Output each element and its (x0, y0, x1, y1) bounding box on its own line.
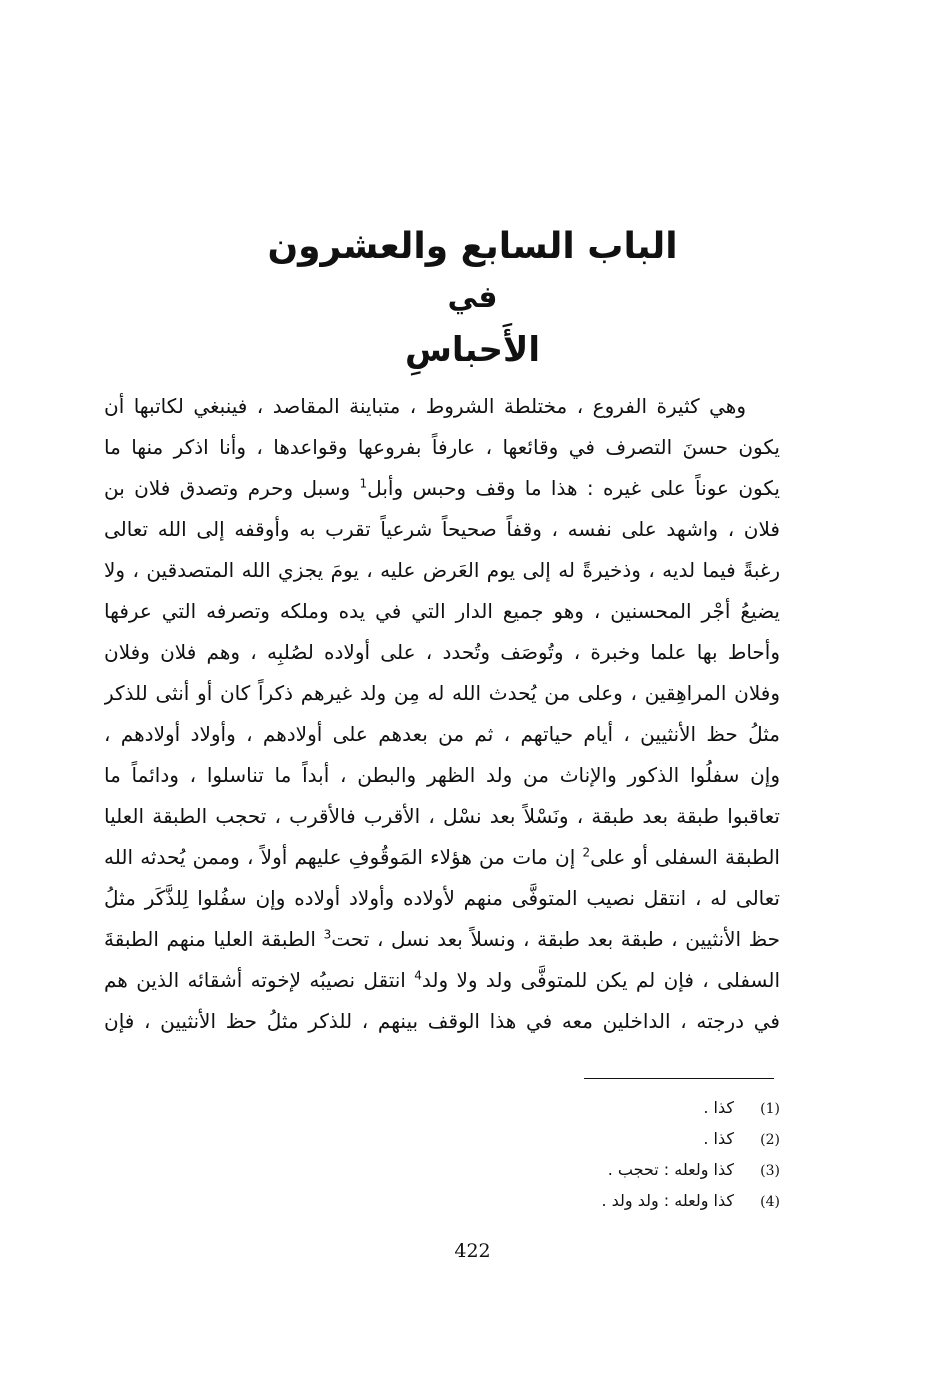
chapter-title: الباب السابع والعشرون (267, 226, 678, 267)
footnote-marker: 4 (414, 968, 422, 983)
text-segment: انتقل نصيبُه لإخوته أشقائه الذين هم (104, 968, 406, 992)
text-segment: يكون عوناً على غيره : هذا ما وقف وحبس وأبل (367, 476, 780, 500)
chapter-preposition: في (447, 280, 498, 315)
footnote-text: كذا . (703, 1129, 734, 1148)
text-segment: إن مات من هؤلاء المَوقُوفِ عليهم أولاً ، وممن يُحدثه الله (104, 845, 576, 869)
footnote-separator (584, 1078, 774, 1079)
text-line: يضيعُ أجْر المحسنين ، وهو جميع الدار التي في يده وملكه وتصرفه التي عرفها (104, 599, 780, 623)
text-line (104, 919, 780, 960)
footnote-item (380, 1185, 780, 1216)
text-line: يكون حسنَ التصرف في وقائعها ، عارفاً بفروعها وقواعدها ، وأنا اذكر منها ما (104, 435, 780, 459)
text-line: في درجته ، الداخلين معه في هذا الوقف بينهم ، للذكر مثلُ حظ الأنثيين ، فإن (104, 1009, 780, 1033)
page-number: 422 (454, 1240, 491, 1262)
text-segment: حظ الأنثيين ، طبقة بعد طبقة ، ونسلاً بعد نسل ، تحت (331, 927, 780, 951)
text-line: تعالى له ، انتقل نصيب المتوفَّى منهم لأولاده وأولاد أولاده وإن سفُلوا لِلذَّكَر مثلُ (104, 886, 780, 910)
text-line: تعاقبوا طبقة بعد طبقة ، ونَسْلاً بعد نسْل ، الأقرب فالأقرب ، تحجب الطبقة العليا (104, 804, 780, 828)
footnote-number: (1) (760, 1101, 780, 1117)
footnote-marker: 2 (582, 845, 591, 860)
text-line (104, 468, 780, 509)
footnote-item (380, 1123, 780, 1154)
text-line: فلان ، واشهد على نفسه ، وقفاً صحيحاً شرعياً تقرب به وأوقفه إلى الله تعالى (104, 517, 780, 541)
text-line: وإن سفلُوا الذكور والإناث من ولد الظهر والبطن ، أبداً ما تناسلوا ، ودائماً ما (104, 763, 780, 787)
text-segment: الطبقة العليا منهم الطبقةَ (104, 927, 316, 951)
footnote-marker: 3 (323, 927, 332, 942)
footnote-text: كذا . (703, 1098, 734, 1117)
text-line: رغبةً فيما لديه ، وذخيرةً له إلى يوم العَرض عليه ، يومَ يجزي الله المتصدقين ، ولا (104, 558, 780, 582)
text-line: وفلان المراهِقين ، وعلى من يُحدث الله له مِن ولد غيرهم ذكراً كان أو أنثى للذكر (104, 681, 780, 705)
text-line (104, 960, 780, 1001)
text-segment: وسبل وحرم وتصدق فلان بن (104, 476, 351, 500)
footnote-text: كذا ولعله : تحجب . (607, 1160, 734, 1179)
footnote-number: (3) (760, 1163, 780, 1179)
text-line (104, 837, 780, 878)
footnote-item (380, 1092, 780, 1123)
footnote-marker: 1 (359, 476, 368, 491)
text-line: وأحاط بها علما وخبرة ، وتُوصَف وتُحدد ، على أولاده لصُلبِه ، وهم فلان وفلان (104, 640, 780, 664)
text-segment: السفلى ، فإن لم يكن للمتوفَّى ولد ولا ولد (421, 968, 780, 992)
footnote-number: (2) (760, 1132, 780, 1148)
footnote-item (380, 1154, 780, 1185)
footnote-number: (4) (760, 1194, 780, 1210)
footnotes-list (380, 1092, 780, 1216)
footnote-text: كذا ولعله : ولد ولد . (601, 1191, 734, 1210)
chapter-subject: الأَحباسِ (404, 330, 541, 370)
text-line: مثلُ حظ الأنثيين ، أيام حياتهم ، ثم من بعدهم على أولادهم ، وأولاد أولادهم ، (104, 722, 780, 746)
text-line: وهي كثيرة الفروع ، مختلطة الشروط ، متباينة المقاصد ، فينبغي لكاتبها أن (104, 394, 746, 418)
text-segment: الطبقة السفلى أو على (590, 845, 780, 869)
body-paragraph (104, 386, 780, 1042)
